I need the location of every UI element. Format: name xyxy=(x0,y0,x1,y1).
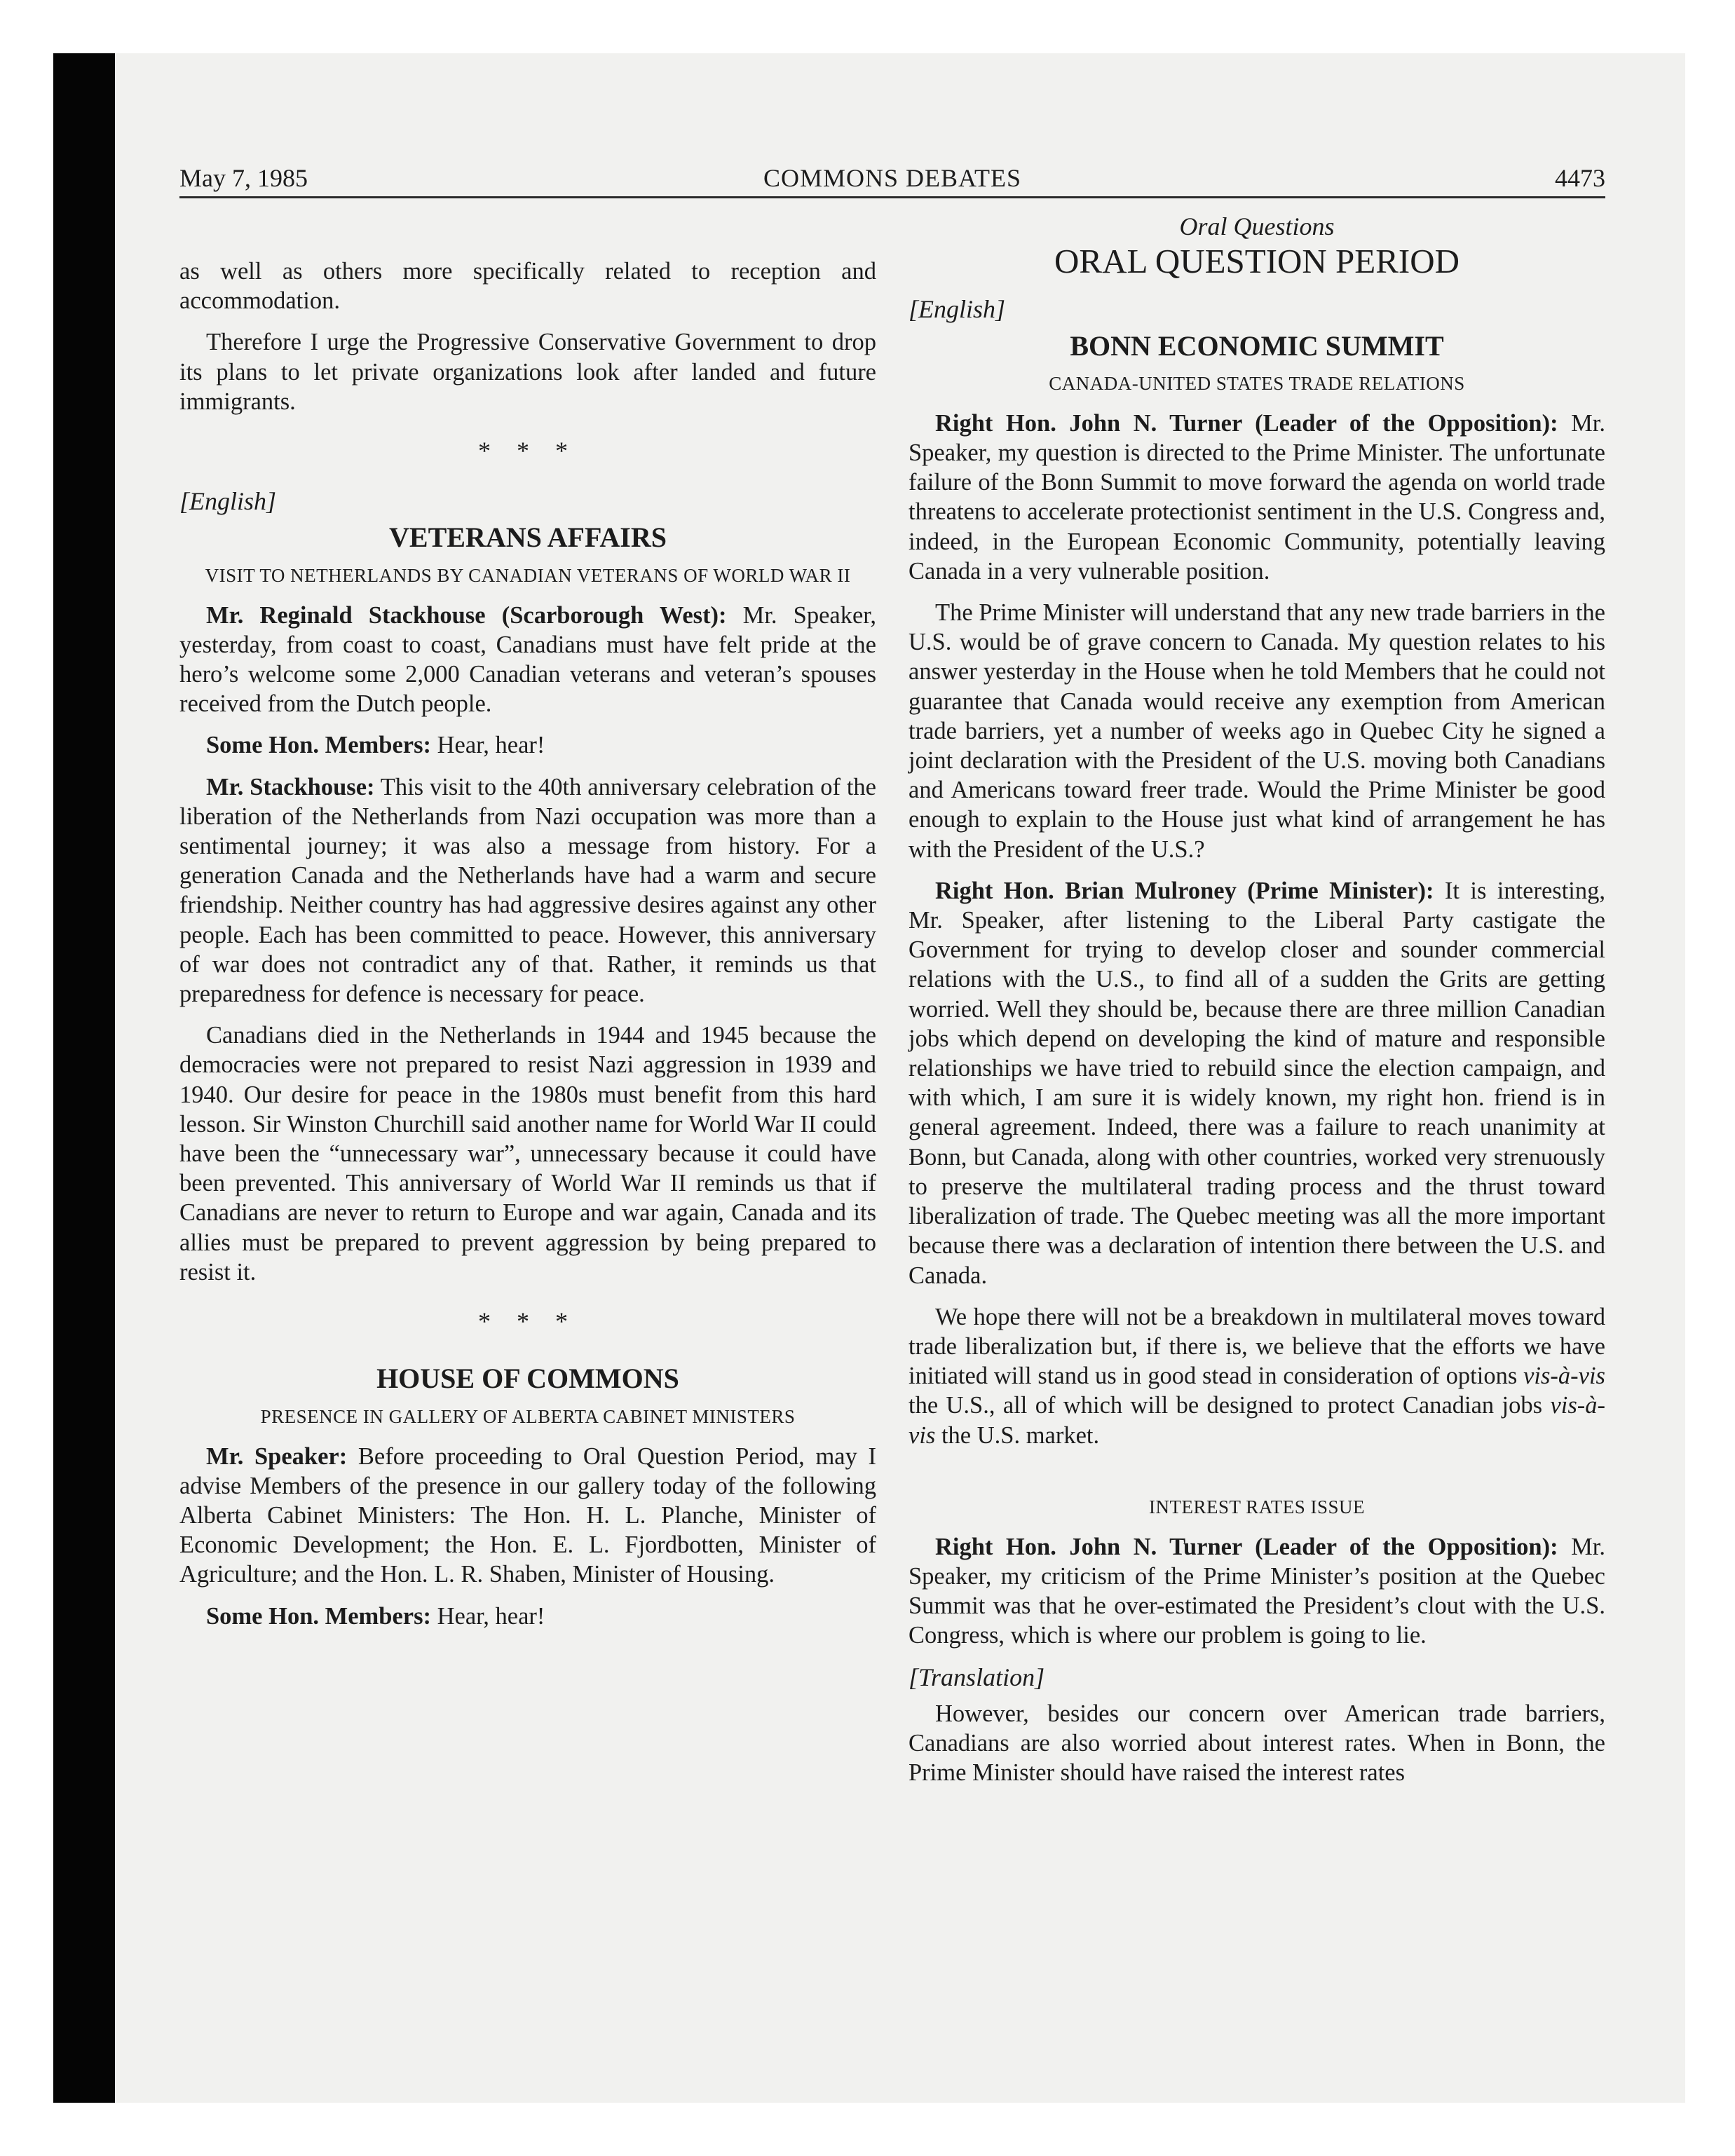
italic-phrase: vis-à-vis xyxy=(1523,1363,1605,1390)
speech-members xyxy=(179,730,876,760)
speaker-name: Right Hon. John N. Turner (Leader of the Opposition): xyxy=(935,409,1558,437)
oral-question-period-title: ORAL QUESTION PERIOD xyxy=(1054,242,1460,281)
speaker-name: Mr. Reginald Stackhouse (Scarborough West): xyxy=(206,601,727,629)
speech-text: Mr. Speaker, yesterday, from coast to coast, Canadians must have felt pride at the hero’s welcome some 2,000 Canadian veterans and veteran’s spouses received from the Dutch people. xyxy=(179,601,877,718)
subheading-interest: INTEREST RATES ISSUE xyxy=(1148,1496,1366,1517)
right-column xyxy=(909,210,1605,1799)
section-separator: * * * xyxy=(478,1307,578,1336)
speaker-name: Some Hon. Members: xyxy=(206,1602,431,1630)
paragraph-translation: However, besides our concern over American trade barriers, Canadians are also worried about interest rates. When in Bonn, the Prime Minister should have raised the interest rates xyxy=(909,1700,1605,1787)
section-heading-veterans: VETERANS AFFAIRS xyxy=(389,521,667,554)
speech-turner xyxy=(909,409,1605,586)
speech-text: Hear, hear! xyxy=(437,732,545,759)
speech-turner-2 xyxy=(909,1532,1605,1651)
speech-members-2 xyxy=(179,1602,876,1631)
speech-text: We hope there will not be a breakdown in multilateral moves toward trade liberalization but, if there is, we believe that the efforts we have initiated will stand us in good stead in consideration of options xyxy=(909,1303,1605,1390)
paragraph-turner-2: The Prime Minister will understand that any new trade barriers in the U.S. would be of grave concern to Canada. My question relates to his answer yesterday in the House when he told Members that he could not guarantee that Canada would receive any exemption from American trade barriers, yet a number of weeks ago in Quebec City he signed a joint declaration with the President of the U.S. moving both Canadians and Americans toward freer trade. Would the Prime Minister be good enough to explain to the House just what kind of arrangement he has with the President of the U.S.? xyxy=(909,599,1605,863)
running-header xyxy=(179,158,1605,198)
oral-questions-label: Oral Questions xyxy=(1179,212,1335,240)
language-marker: [English] xyxy=(909,295,1006,324)
scan-edge-bar xyxy=(53,53,115,2103)
speaker-name: Mr. Speaker: xyxy=(206,1442,348,1470)
language-marker-translation: [Translation] xyxy=(909,1663,1045,1691)
speaker-name: Right Hon. Brian Mulroney (Prime Minister): xyxy=(935,877,1434,904)
paragraph-canadians-died: Canadians died in the Netherlands in 1944 and 1945 because the democracies were not prepared to resist Nazi aggression in 1939 and 1940. Our desire for peace in the 1980s must benefit from this hard lesson. Sir Winston Churchill said another name for World War II could have been the “unnecessary war”, unnecessary because it could have been prevented. This anniversary of World War II reminds us that if Canadians are never to return to Europe and war again, Canada and its allies must be prepared to prevent aggression by being prepared to resist it. xyxy=(179,1022,876,1285)
section-separator: * * * xyxy=(478,437,578,465)
speech-text: the U.S., all of which will be designed to protect Canadian jobs xyxy=(909,1392,1551,1419)
speaker-name: Some Hon. Members: xyxy=(206,732,431,759)
speech-text: Before proceeding to Oral Question Period, may I advise Members of the presence in our gallery today of the following Alberta Cabinet Ministers: The Hon. H. L. Planche, Minister of Economic Development; the Hon. E. L. Fjordbotten, Minister of Agriculture; and the Hon. L. R. Shaben, Minister of Housing. xyxy=(179,1442,876,1588)
paragraph-mulroney-2 xyxy=(909,1302,1605,1450)
subheading-trade: CANADA-UNITED STATES TRADE RELATIONS xyxy=(1049,372,1465,394)
header-date: May 7, 1985 xyxy=(179,164,308,192)
paragraph-continuation: as well as others more specifically related to reception and accommodation. xyxy=(179,258,876,315)
page-number: 4473 xyxy=(1555,164,1605,192)
speech-speaker xyxy=(179,1442,876,1590)
left-column xyxy=(179,210,876,1643)
speech-text: the U.S. market. xyxy=(935,1421,1100,1449)
speech-text: Hear, hear! xyxy=(437,1602,545,1630)
speech-text: Mr. Speaker, my question is directed to the Prime Minister. The unfortunate failure of the Bonn Summit to move forward the agenda on world trade threatens to accelerate protectionist sentiment in the U.S. Congress and, indeed, in the European Economic Community, potentially leaving Canada in a very vulnerable position. xyxy=(909,409,1606,585)
speech-text: It is interesting, Mr. Speaker, after listening to the Liberal Party castigate the Government for trying to develop closer and sounder commercial relations with the U.S., to find all of a sudden the Grits are getting worried. Well they should be, because there are three million Canadian jobs which depend on developing the kind of mature and responsible relationships we have tried to rebuild since the election campaign, and with which, I am sure it is widely known, my right hon. friend is in general agreement. Indeed, there was a failure to reach unanimity at Bonn, but Canada, along with other countries, worked very strenuously to preserve the multilateral trading process and the thrust toward liberalization of trade. The Quebec meeting was all the more important because there was a declaration of intention there between the U.S. and Canada. xyxy=(909,877,1605,1289)
speech-text: Mr. Speaker, my criticism of the Prime Minister’s position at the Quebec Summit was that he over-estimated the President’s clout with the U.S. Congress, which is where our problem is going to lie. xyxy=(909,1533,1606,1649)
speech-stackhouse xyxy=(179,601,876,719)
header-title: COMMONS DEBATES xyxy=(763,164,1022,192)
speech-mulroney xyxy=(909,876,1605,1290)
subheading-visit: VISIT TO NETHERLANDS BY CANADIAN VETERANS OF WORLD WAR II xyxy=(205,564,851,586)
italic-phrase: vis-à-vis xyxy=(909,1392,1605,1449)
speaker-name: Mr. Stackhouse: xyxy=(206,773,375,800)
language-marker: [English] xyxy=(179,487,277,516)
speech-stackhouse-2 xyxy=(179,772,876,1009)
speaker-name: Right Hon. John N. Turner (Leader of the Opposition): xyxy=(935,1533,1558,1560)
subheading-presence: PRESENCE IN GALLERY OF ALBERTA CABINET MINISTERS xyxy=(260,1405,796,1427)
section-heading-bonn: BONN ECONOMIC SUMMIT xyxy=(1070,329,1444,362)
section-heading-commons: HOUSE OF COMMONS xyxy=(376,1363,679,1395)
speech-text: This visit to the 40th anniversary celebration of the liberation of the Netherlands from Nazi occupation was more than a sentimental journey; it was also a message from history. For a generation Canada and the Netherlands have had a warm and secure friendship. Neither country has had aggressive desires against any other people. Each has been committed to peace. However, this anniversary of war does not contradict any of that. Rather, it reminds us that preparedness for defence is necessary for peace. xyxy=(179,773,876,1008)
paragraph-urge: Therefore I urge the Progressive Conservative Government to drop its plans to let private organizations look after landed and future immigrants. xyxy=(179,329,876,415)
header-rule xyxy=(179,196,1605,198)
